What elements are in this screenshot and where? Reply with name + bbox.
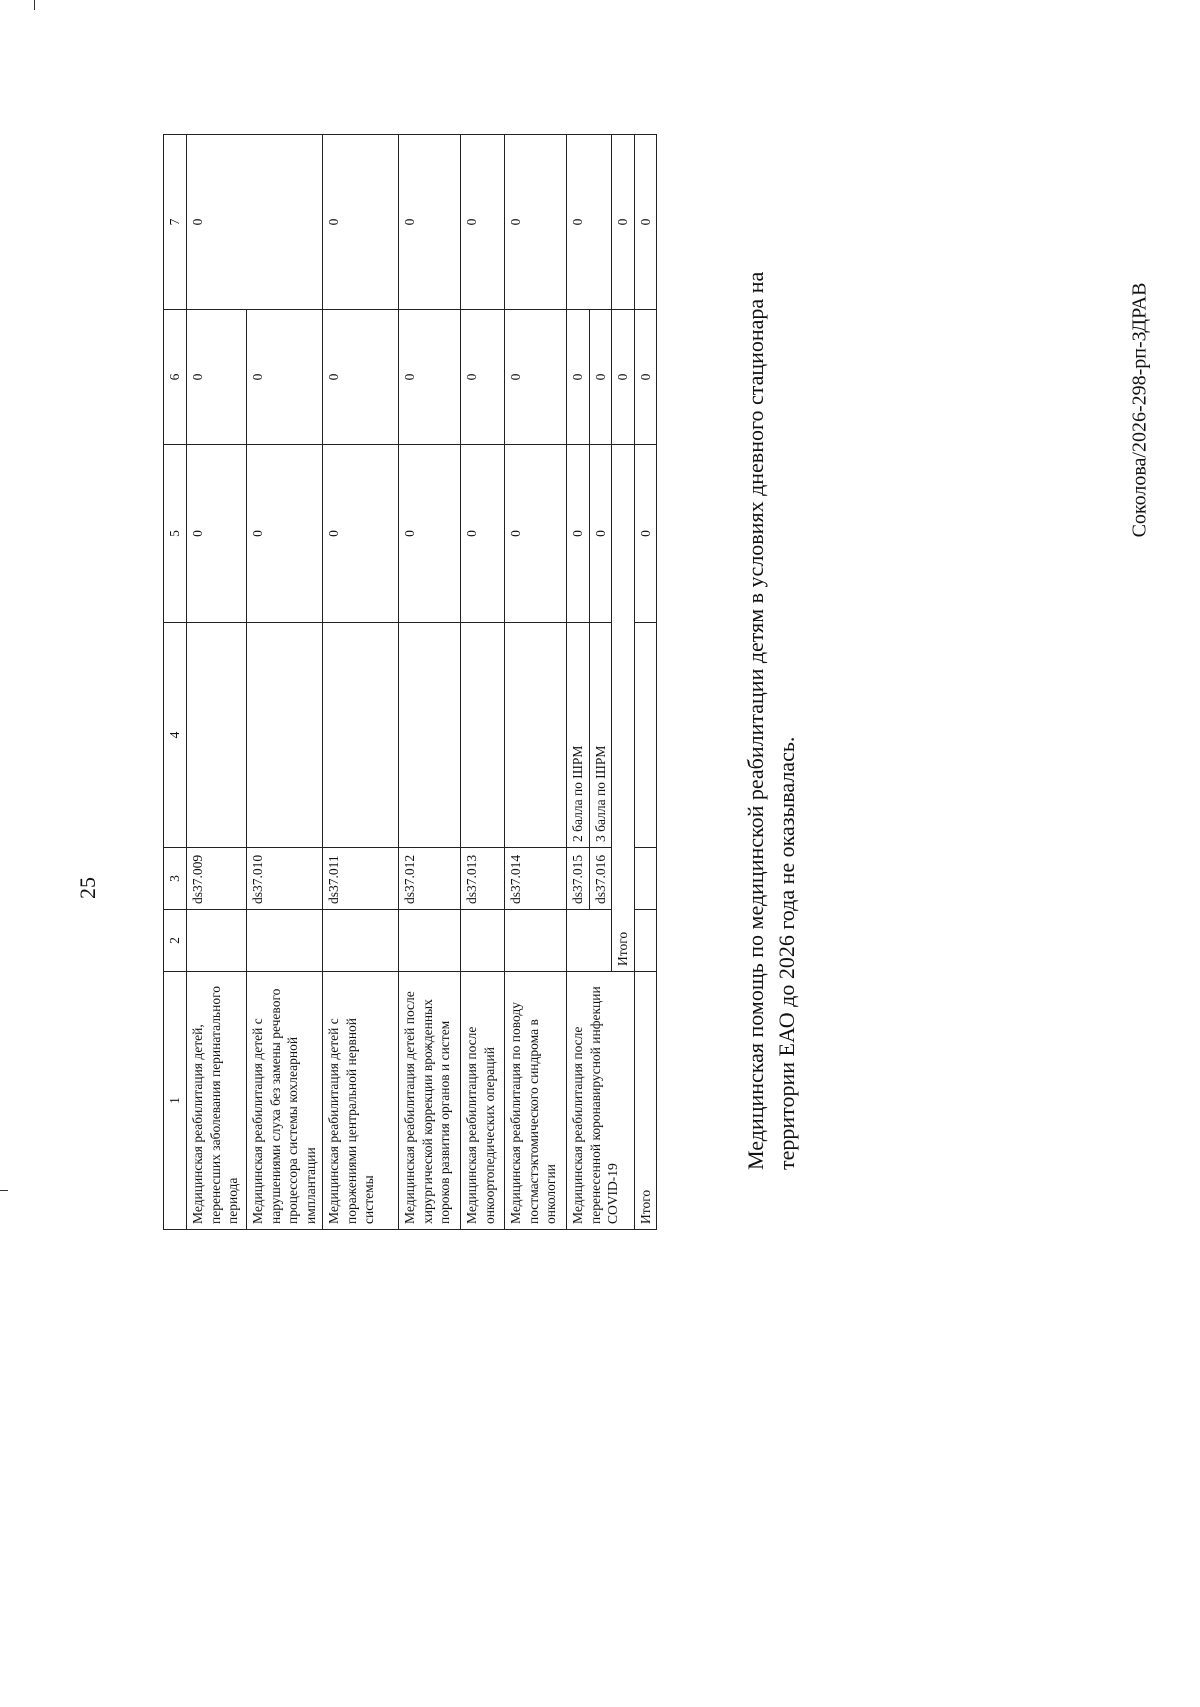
row-value-5: 0 xyxy=(187,445,247,623)
header-cell: 4 xyxy=(164,623,187,848)
row-code: ds37.009 xyxy=(187,848,247,910)
header-cell: 1 xyxy=(164,972,187,1230)
caption-text: Медицинская помощь по медицинской реабилитации детям в условиях дневного стационара на территории ЕАО до 2026 года не оказывалась. xyxy=(743,271,799,1170)
row-value-6: 0 xyxy=(461,310,505,445)
row-score xyxy=(247,623,323,848)
row-value-5: 0 xyxy=(247,445,323,623)
row-value-6: 0 xyxy=(505,310,567,445)
row-value-7: 0 xyxy=(399,135,461,310)
row-name: Медицинская реабилитация детей после хирургической коррекции врожденных пороков развития органов и систем xyxy=(399,972,461,1230)
row-col2 xyxy=(505,910,567,972)
row-value-6: 0 xyxy=(399,310,461,445)
row-score xyxy=(461,623,505,848)
table-header-row xyxy=(164,135,187,1230)
row-value-5: 0 xyxy=(461,445,505,623)
row-score xyxy=(323,623,399,848)
covid-value-5: 0 xyxy=(589,445,612,623)
total-col2 xyxy=(634,910,657,972)
header-cell: 3 xyxy=(164,848,187,910)
table-row xyxy=(187,135,247,1230)
covid-value-6: 0 xyxy=(589,310,612,445)
header-cell: 7 xyxy=(164,135,187,310)
covid-subtotal-value-6: 0 xyxy=(612,310,635,445)
row-name: Медицинская реабилитация детей, перенесших заболевания перинатального периода xyxy=(187,972,247,1230)
row-name: Медицинская реабилитация детей с нарушениями слуха без замены речевого процессора системы кохлеарной имплантации xyxy=(247,972,323,1230)
covid-col2 xyxy=(567,910,612,972)
table-row xyxy=(399,135,461,1230)
row-col2 xyxy=(187,910,247,972)
row-value-6: 0 xyxy=(323,310,399,445)
row-col2 xyxy=(247,910,323,972)
total-label: Итого xyxy=(634,972,657,1230)
total-value-5: 0 xyxy=(634,445,657,623)
total-col3 xyxy=(634,848,657,910)
rotated-content xyxy=(163,135,799,1230)
scan-mark-left xyxy=(0,1190,8,1191)
row-value-5: 0 xyxy=(505,445,567,623)
row-value-6: 0 xyxy=(187,310,247,445)
total-col4 xyxy=(634,623,657,848)
row-value-7: 0 xyxy=(461,135,505,310)
table-row xyxy=(323,135,399,1230)
covid-code: ds37.015 xyxy=(567,848,590,910)
covid-value-6: 0 xyxy=(567,310,590,445)
rehab-table xyxy=(163,134,657,1230)
row-value-5: 0 xyxy=(323,445,399,623)
header-cell: 6 xyxy=(164,310,187,445)
row-name: Медицинская реабилитация детей с поражениями центральной нервной системы xyxy=(323,972,399,1230)
covid-row xyxy=(567,135,590,1230)
row-name: Медицинская реабилитация по поводу постмастэктомического синдрома в онкологии xyxy=(505,972,567,1230)
scan-mark-top xyxy=(34,0,35,10)
covid-subtotal-value-7: 0 xyxy=(612,135,635,310)
header-cell: 5 xyxy=(164,445,187,623)
row-value-5: 0 xyxy=(399,445,461,623)
table-row xyxy=(461,135,505,1230)
row-score xyxy=(399,623,461,848)
row-value-7: 0 xyxy=(187,135,323,310)
row-value-6: 0 xyxy=(247,310,323,445)
table-row xyxy=(505,135,567,1230)
row-code: ds37.013 xyxy=(461,848,505,910)
covid-score: 3 балла по ШРМ xyxy=(589,623,612,848)
total-value-7: 0 xyxy=(634,135,657,310)
row-code: ds37.010 xyxy=(247,848,323,910)
row-score xyxy=(505,623,567,848)
row-value-7: 0 xyxy=(505,135,567,310)
row-code: ds37.014 xyxy=(505,848,567,910)
covid-score: 2 балла по ШРМ xyxy=(567,623,590,848)
header-cell: 2 xyxy=(164,910,187,972)
row-name: Медицинская реабилитация после онкоортопедических операций xyxy=(461,972,505,1230)
row-col2 xyxy=(461,910,505,972)
total-row xyxy=(634,135,657,1230)
covid-code: ds37.016 xyxy=(589,848,612,910)
registration-number: Соколова/2026-298-рп-ЗДРАВ xyxy=(1128,282,1151,538)
total-value-6: 0 xyxy=(634,310,657,445)
row-code: ds37.011 xyxy=(323,848,399,910)
row-col2 xyxy=(399,910,461,972)
covid-value-5: 0 xyxy=(567,445,590,623)
row-score xyxy=(187,623,247,848)
row-col2 xyxy=(323,910,399,972)
page-number: 25 xyxy=(75,877,100,899)
row-code: ds37.012 xyxy=(399,848,461,910)
covid-subtotal-label: Итого xyxy=(612,445,635,972)
covid-name: Медицинская реабилитация после перенесенной коронавирусной инфекции COVID-19 xyxy=(567,972,635,1230)
covid-value-7: 0 xyxy=(567,135,612,310)
row-value-7: 0 xyxy=(323,135,399,310)
